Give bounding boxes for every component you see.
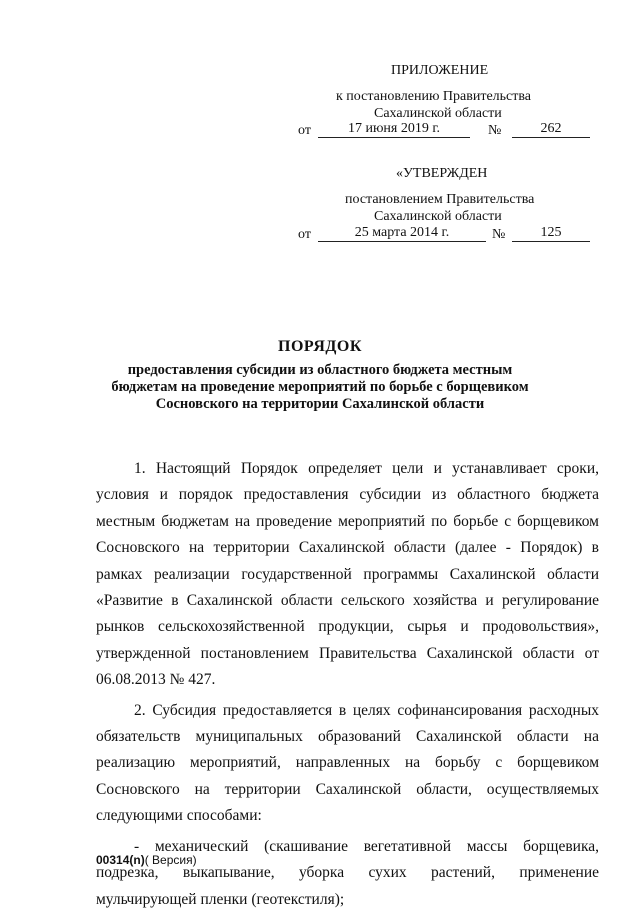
approved-line-2: Сахалинской области [374, 209, 502, 224]
approved-from-label: от [298, 227, 311, 242]
approved-title: «УТВЕРЖДЕН [396, 166, 488, 181]
appendix-from-label: от [298, 123, 311, 138]
footer-version-label: ( Версия) [144, 853, 197, 867]
appendix-number-sign: № [488, 123, 502, 138]
appendix-line-1: к постановлению Правительства [336, 89, 532, 104]
document-subtitle-line-3: Сосновского на территории Сахалинской области [155, 396, 485, 412]
approved-date: 25 марта 2014 г. [318, 225, 486, 242]
document-body [96, 456, 599, 913]
paragraph-3: - механический (скашивание вегетативной массы борщевика, подрезка, выкапывание, уборка сухих растений, применение мульчирующей пленки (геотекстиля); [96, 837, 599, 908]
appendix-number: 262 [512, 121, 590, 138]
appendix-date: 17 июня 2019 г. [318, 121, 470, 138]
document-subtitle-line-2: бюджетам на проведение мероприятий по борьбе с борщевиком [111, 379, 529, 395]
approved-number: 125 [512, 225, 590, 242]
approved-number-sign: № [492, 227, 506, 242]
document-subtitle-line-1: предоставления субсидии из областного бюджета местным [127, 362, 513, 378]
document-title: ПОРЯДОК [278, 338, 362, 355]
paragraph-2: 2. Субсидия предоставляется в целях софинансирования расходных обязательств муниципальных образований Сахалинской области на реализацию мероприятий, направленных на борьбу с борщевиком Сосновского на территории Сахалинской области, осуществляемых следующими способами: [96, 701, 599, 825]
footer-version [96, 853, 197, 867]
appendix-title: ПРИЛОЖЕНИЕ [391, 63, 489, 78]
approved-line-1: постановлением Правительства [345, 192, 535, 207]
footer-code: 00314(n) [96, 853, 145, 867]
appendix-line-2: Сахалинской области [374, 106, 502, 121]
paragraph-1: 1. Настоящий Порядок определяет цели и устанавливает сроки, условия и порядок предоставления субсидии из областного бюджета местным бюджетам на проведение мероприятий по борьбе с борщевиком Сосновского на территории Сахалинской области (далее - Порядок) в рамках реализации государственной программы Сахалинской области «Развитие в Сахалинской области сельского хозяйства и регулирование рынков сельскохозяйственной продукции, сырья и продовольствия», утвержденной постановлением Правительства Сахалинской области от 06.08.2013 № 427. [96, 460, 599, 689]
